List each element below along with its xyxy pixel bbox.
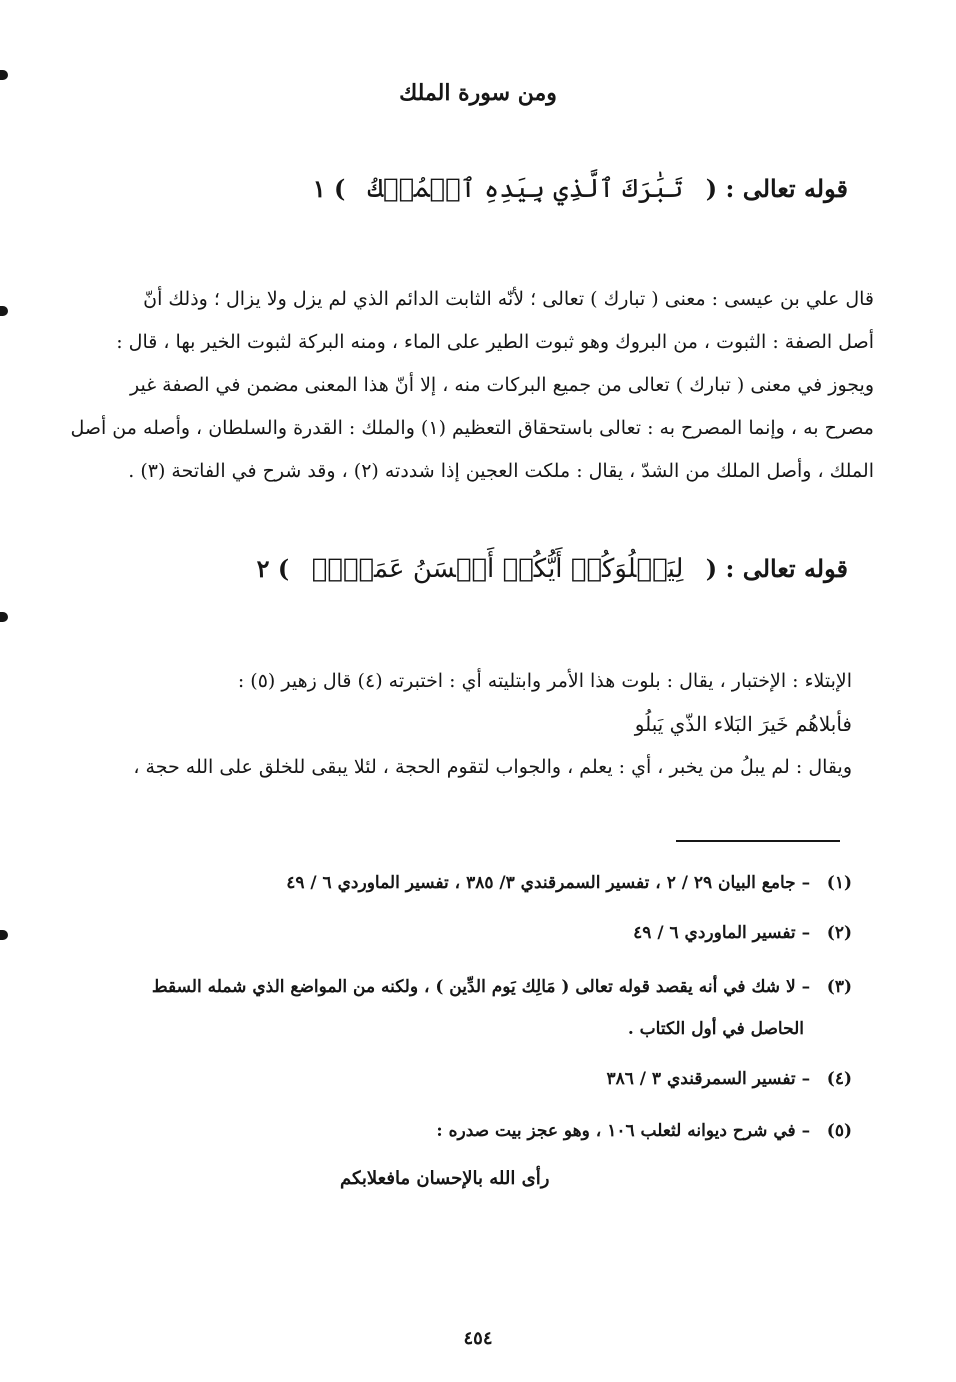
verse-label: قوله تعالى : (725, 554, 848, 583)
footnote-2 (92, 916, 852, 950)
scan-binding-mark (0, 930, 8, 940)
verse-open-paren: ( (705, 554, 718, 583)
paragraph-line: أصل الصفة : الثبوت ، من البروك وهو ثبوت الطير على الماء ، ومنه البركة لثبوت الخير بها ، قال : (116, 331, 874, 353)
footnote-1 (92, 866, 852, 900)
commentary-paragraph-1 (56, 278, 874, 493)
verse-heading-1 (313, 174, 848, 204)
verse-label: قوله تعالى : (725, 174, 848, 203)
page-number: ٤٥٤ (463, 1328, 493, 1349)
footnote-number: (١) (826, 873, 852, 893)
verse-open-paren: ( (705, 174, 718, 203)
footnote-text: – لا شك في أنه يقصد قوله تعالى ( مَالِك يَوم الدِّين ) ، ولكنه من المواضع الذي شمله السقط (151, 977, 811, 997)
paragraph-line: ويجوز في معنى ( تبارك ) تعالى من جميع البركات منه ، إلا أنّ هذا المعنى مضمن في الصفة غير (129, 374, 874, 396)
footnote-text: – جامع البيان ٢٩ / ٢ ، تفسير السمرقندي ٣/ ٣٨٥ ، تفسير الماوردي ٦ / ٤٩ (286, 873, 811, 893)
footnote-poem-verse: رأى الله بالإحسان مافعلابكم (340, 1168, 550, 1189)
verse-close-paren: ) (333, 174, 346, 203)
footnote-4 (92, 1062, 852, 1096)
footnote-number: (٣) (826, 977, 852, 997)
paragraph-line: مصرح به ، وإنما المصرح به : تعالى باستحقاق التعظيم (١) والملك : القدرة والسلطان ، وأصله من أصل (70, 417, 874, 439)
commentary-paragraph-2 (92, 660, 852, 789)
footnote-continuation: الحاصل في أول الكتاب . (627, 1019, 804, 1039)
verse-close-paren: ) (277, 554, 290, 583)
footnote-separator (676, 840, 840, 842)
quran-verse-text: تَبَٰرَكَ ٱلَّذِي بِيَدِهِ ٱلۡمُلۡكُ (367, 174, 684, 204)
footnote-text: – تفسير السمرقندي ٣ / ٣٨٦ (606, 1069, 811, 1089)
footnote-number: (٤) (826, 1069, 852, 1089)
scan-binding-mark (0, 306, 8, 316)
quran-verse-text: لِيَبۡلُوَكُمۡ أَيُّكُمۡ أَحۡسَنُ عَمَلٗاۚ (311, 554, 684, 584)
scan-binding-mark (0, 70, 8, 80)
verse-number: ١ (312, 174, 326, 203)
footnote-text: – تفسير الماوردي ٦ / ٤٩ (633, 923, 811, 943)
footnote-3 (92, 966, 852, 1050)
verse-heading-2 (257, 554, 848, 584)
footnote-number: (٥) (826, 1121, 852, 1141)
page-header: ومن سورة الملك (399, 80, 557, 106)
footnote-number: (٢) (826, 923, 852, 943)
verse-number: ٢ (256, 554, 270, 583)
poem-verse: فأبلاهُم خَيرَ البَلاء الذّي يَبلُو (634, 712, 852, 736)
paragraph-line: الملك ، وأصل الملك من الشدّ ، يقال : ملكت العجين إذا شددته (٢) ، وقد شرح في الفاتحة (٣) . (128, 460, 874, 482)
paragraph-line: الإبتلاء : الإختبار ، يقال : بلوت هذا الأمر وابتليته أي : اختبرته (٤) قال زهير (٥) : (237, 670, 852, 692)
paragraph-line: ويقال : لم يبلُ من يخبر ، أي : يعلم ، والجواب لتقوم الحجة ، لئلا يبقى للخلق على الله حجة ، (133, 756, 852, 778)
footnote-text: – في شرح ديوانه لثعلب ١٠٦ ، وهو عجز بيت صدره : (436, 1121, 811, 1141)
footnote-5 (92, 1114, 852, 1148)
paragraph-line: قال علي بن عيسى : معنى ( تبارك ) تعالى ؛ لأنّه الثابت الدائم الذي لم يزل ولا يزال ؛ وذلك أنّ (143, 288, 874, 310)
scan-binding-mark (0, 612, 8, 622)
